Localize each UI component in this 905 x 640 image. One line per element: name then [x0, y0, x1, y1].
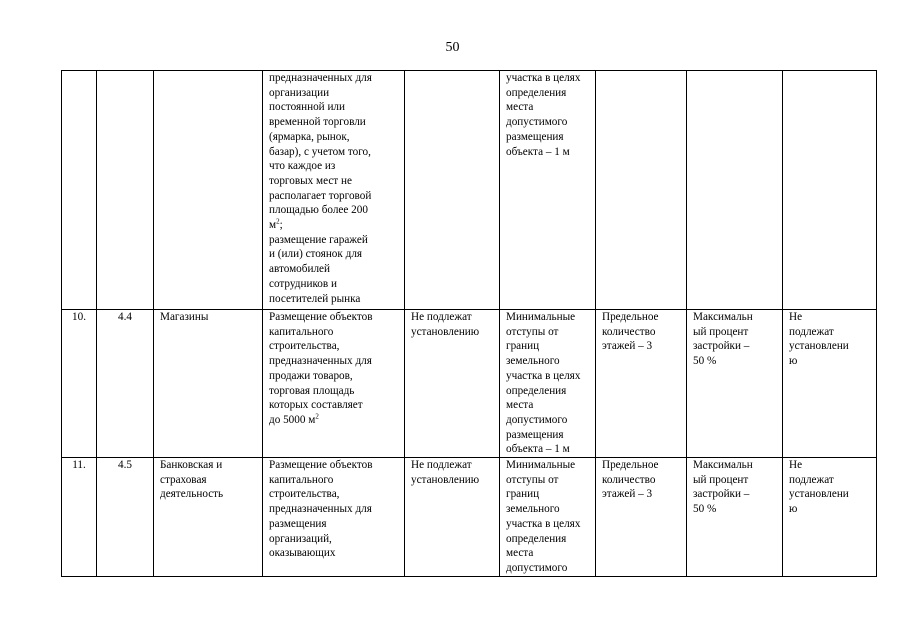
plot-size-cell: Не подлежат установлению — [405, 458, 500, 577]
zoning-regulations-table — [61, 70, 877, 577]
use-code-cell: 4.4 — [97, 310, 154, 458]
floors-cell: Предельное количество этажей – 3 — [596, 310, 687, 458]
plot-size-cell — [405, 71, 500, 310]
superscript-two: 2 — [315, 412, 319, 421]
superscript-two: 2 — [276, 217, 280, 226]
plot-size-cell: Не подлежат установлению — [405, 310, 500, 458]
table-row — [62, 71, 877, 310]
use-code-cell: 4.5 — [97, 458, 154, 577]
page-number: 50 — [445, 40, 460, 55]
row-number-cell: 10. — [62, 310, 97, 458]
use-code-cell — [97, 71, 154, 310]
use-name-cell — [154, 71, 263, 310]
table-row — [62, 310, 877, 458]
setbacks-cell: Минимальные отступы от границ земельного участка в целях определения места допустимого — [500, 458, 596, 577]
other-cell: Не подлежат установлени ю — [783, 310, 877, 458]
table-row — [62, 458, 877, 577]
other-cell: Не подлежат установлени ю — [783, 458, 877, 577]
setbacks-cell: участка в целях определения места допустимого размещения объекта – 1 м — [500, 71, 596, 310]
coverage-cell: Максимальн ый процент застройки – 50 % — [687, 310, 783, 458]
coverage-cell: Максимальн ый процент застройки – 50 % — [687, 458, 783, 577]
use-description-cell: Размещение объектов капитального строительства, предназначенных для размещения организаций, оказывающих — [263, 458, 405, 577]
row-number-cell: 11. — [62, 458, 97, 577]
use-description-cell: Размещение объектов капитального строительства, предназначенных для продажи товаров, торговая площадь которых составляет до 5000 $м^2$ — [263, 310, 405, 458]
use-description-cell: предназначенных для организации постоянной или временной торговли (ярмарка, рынок, базар), с учетом того, что каждое из торговых мест не располагает торговой площадью более 200 $м^2$; размещение гаражей и (или) стоянок для автомобилей сотрудников и посетителей рынка — [263, 71, 405, 310]
other-cell — [783, 71, 877, 310]
setbacks-cell: Минимальные отступы от границ земельного участка в целях определения места допустимого размещения объекта – 1 м — [500, 310, 596, 458]
floors-cell: Предельное количество этажей – 3 — [596, 458, 687, 577]
row-number-cell — [62, 71, 97, 310]
coverage-cell — [687, 71, 783, 310]
floors-cell — [596, 71, 687, 310]
use-name-cell: Магазины — [154, 310, 263, 458]
use-name-cell: Банковская и страховая деятельность — [154, 458, 263, 577]
